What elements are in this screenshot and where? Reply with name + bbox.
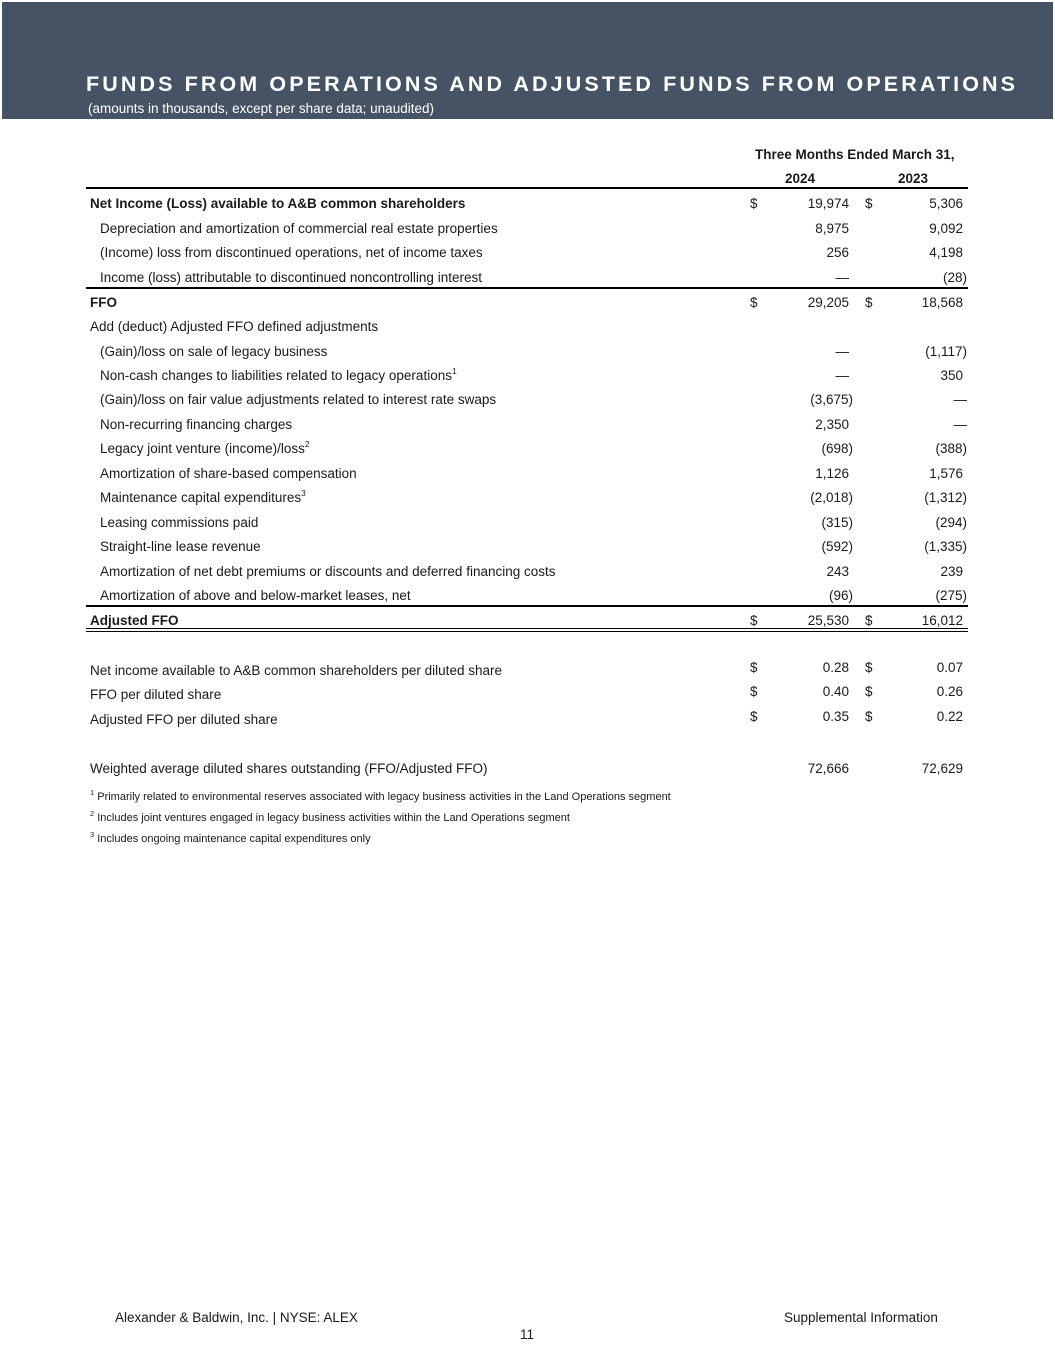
value-2024: (2,018)	[810, 490, 853, 505]
row-label-maintenance-capex: Maintenance capital expenditures$^3$	[100, 488, 306, 505]
value-2024: 2,350	[815, 417, 849, 432]
footnote: $^1$ Primarily related to environmental reserves associated with legacy business activities in the Land Operations segment	[90, 788, 671, 803]
row-label-noncash-legacy: Non-cash changes to liabilities related to legacy operations$^1$	[100, 366, 457, 383]
currency-symbol: $	[750, 709, 758, 724]
value-2024: 256	[826, 245, 849, 260]
value-2024: (315)	[821, 515, 853, 530]
value-2023: (294)	[935, 515, 967, 530]
row-label-gain-legacy: (Gain)/loss on sale of legacy business	[100, 344, 328, 359]
value-2024: 25,530	[807, 613, 849, 628]
value-2024: 72,666	[807, 761, 849, 776]
row-label-adj-ffo-per-share: Adjusted FFO per diluted share	[90, 712, 278, 727]
value-2023: 0.26	[936, 684, 963, 699]
value-2024: —	[835, 344, 849, 359]
currency-symbol: $	[750, 295, 758, 310]
page-number: 11	[520, 1327, 535, 1342]
row-label-depreciation: Depreciation and amortization of commercial real estate properties	[100, 221, 498, 236]
footnote: $^2$ Includes joint ventures engaged in legacy business activities within the Land Operations segment	[90, 809, 570, 824]
row-label-swaps: (Gain)/loss on fair value adjustments related to interest rate swaps	[100, 392, 497, 407]
value-2023: (1,117)	[925, 344, 967, 359]
column-header-period: Three Months Ended March 31,	[755, 147, 955, 162]
value-2023: 1,576	[929, 466, 963, 481]
currency-symbol: $	[750, 196, 758, 211]
currency-symbol: $	[750, 613, 758, 628]
value-2024: (3,675)	[810, 392, 853, 407]
value-2024: 8,975	[815, 221, 849, 236]
footnote-ref: 1	[451, 366, 457, 376]
row-label-financing: Non-recurring financing charges	[100, 417, 293, 432]
row-label-market-leases: Amortization of above and below-market leases, net	[100, 588, 411, 603]
total-double-rule-top	[86, 628, 968, 629]
value-2023: 0.07	[936, 660, 963, 675]
currency-symbol: $	[865, 295, 873, 310]
value-2023: (1,335)	[924, 539, 967, 554]
value-2024: 243	[826, 564, 849, 579]
subtotal-rule	[86, 287, 968, 289]
currency-symbol: $	[865, 196, 873, 211]
subtotal-rule	[86, 605, 968, 607]
row-label-leasing-commissions: Leasing commissions paid	[100, 515, 259, 530]
value-2024: 19,974	[807, 196, 849, 211]
page-subtitle: (amounts in thousands, except per share data; unaudited)	[88, 101, 434, 116]
value-2024: 0.35	[822, 709, 849, 724]
value-2023: 16,012	[921, 613, 963, 628]
value-2024: 29,205	[807, 295, 849, 310]
footnote-ref: 2	[304, 439, 310, 449]
value-2024: —	[835, 368, 849, 383]
value-2024: (96)	[828, 588, 853, 603]
row-label-joint-venture: Legacy joint venture (income)/loss$^2$	[100, 439, 310, 456]
value-2024: 0.40	[822, 684, 849, 699]
footnote: $^3$ Includes ongoing maintenance capital expenditures only	[90, 830, 371, 845]
row-label-ffo: FFO	[90, 295, 117, 310]
row-label-ffo-per-share: FFO per diluted share	[90, 687, 222, 702]
currency-symbol: $	[865, 613, 873, 628]
footer-section: Supplemental Information	[784, 1310, 938, 1325]
value-2023: (388)	[935, 441, 967, 456]
currency-symbol: $	[750, 684, 758, 699]
header-rule	[86, 187, 968, 189]
value-2024: 0.28	[822, 660, 849, 675]
column-header-2023: 2023	[898, 171, 929, 186]
value-2023: 239	[940, 564, 963, 579]
column-header-2024: 2024	[785, 171, 816, 186]
currency-symbol: $	[865, 660, 873, 675]
currency-symbol: $	[865, 684, 873, 699]
value-2023: 72,629	[921, 761, 963, 776]
value-2023: —	[953, 392, 967, 407]
value-2023: (28)	[942, 270, 967, 285]
row-label-add-deduct: Add (deduct) Adjusted FFO defined adjustments	[90, 319, 379, 334]
currency-symbol: $	[750, 660, 758, 675]
value-2023: 5,306	[929, 196, 963, 211]
row-label-debt-premiums: Amortization of net debt premiums or discounts and deferred financing costs	[100, 564, 556, 579]
value-2024: (698)	[821, 441, 853, 456]
value-2023: (275)	[935, 588, 967, 603]
row-label-net-income: Net Income (Loss) available to A&B common shareholders	[90, 196, 466, 211]
value-2024: (592)	[821, 539, 853, 554]
page-title: FUNDS FROM OPERATIONS AND ADJUSTED FUNDS FROM OPERATIONS	[86, 72, 1019, 96]
row-label-straight-line: Straight-line lease revenue	[100, 539, 261, 554]
row-label-noncontrolling-interest: Income (loss) attributable to discontinued noncontrolling interest	[100, 270, 482, 285]
row-label-ni-per-share: Net income available to A&B common shareholders per diluted share	[90, 663, 502, 678]
value-2023: —	[953, 417, 967, 432]
value-2023: 0.22	[936, 709, 963, 724]
value-2023: 9,092	[929, 221, 963, 236]
value-2024: —	[835, 270, 849, 285]
header-banner	[2, 2, 1053, 119]
value-2023: 350	[940, 368, 963, 383]
row-label-weighted-shares: Weighted average diluted shares outstanding (FFO/Adjusted FFO)	[90, 761, 488, 776]
footer-company: Alexander & Baldwin, Inc. | NYSE: ALEX	[115, 1310, 358, 1325]
row-label-discontinued-ops: (Income) loss from discontinued operations, net of income taxes	[100, 245, 483, 260]
row-label-share-comp: Amortization of share-based compensation	[100, 466, 357, 481]
value-2024: 1,126	[815, 466, 849, 481]
value-2023: (1,312)	[924, 490, 967, 505]
value-2023: 18,568	[921, 295, 963, 310]
value-2023: 4,198	[929, 245, 963, 260]
row-label-adjusted-ffo: Adjusted FFO	[90, 613, 179, 628]
total-double-rule-bottom	[86, 631, 968, 632]
currency-symbol: $	[865, 709, 873, 724]
footnote-ref: 3	[301, 488, 306, 498]
